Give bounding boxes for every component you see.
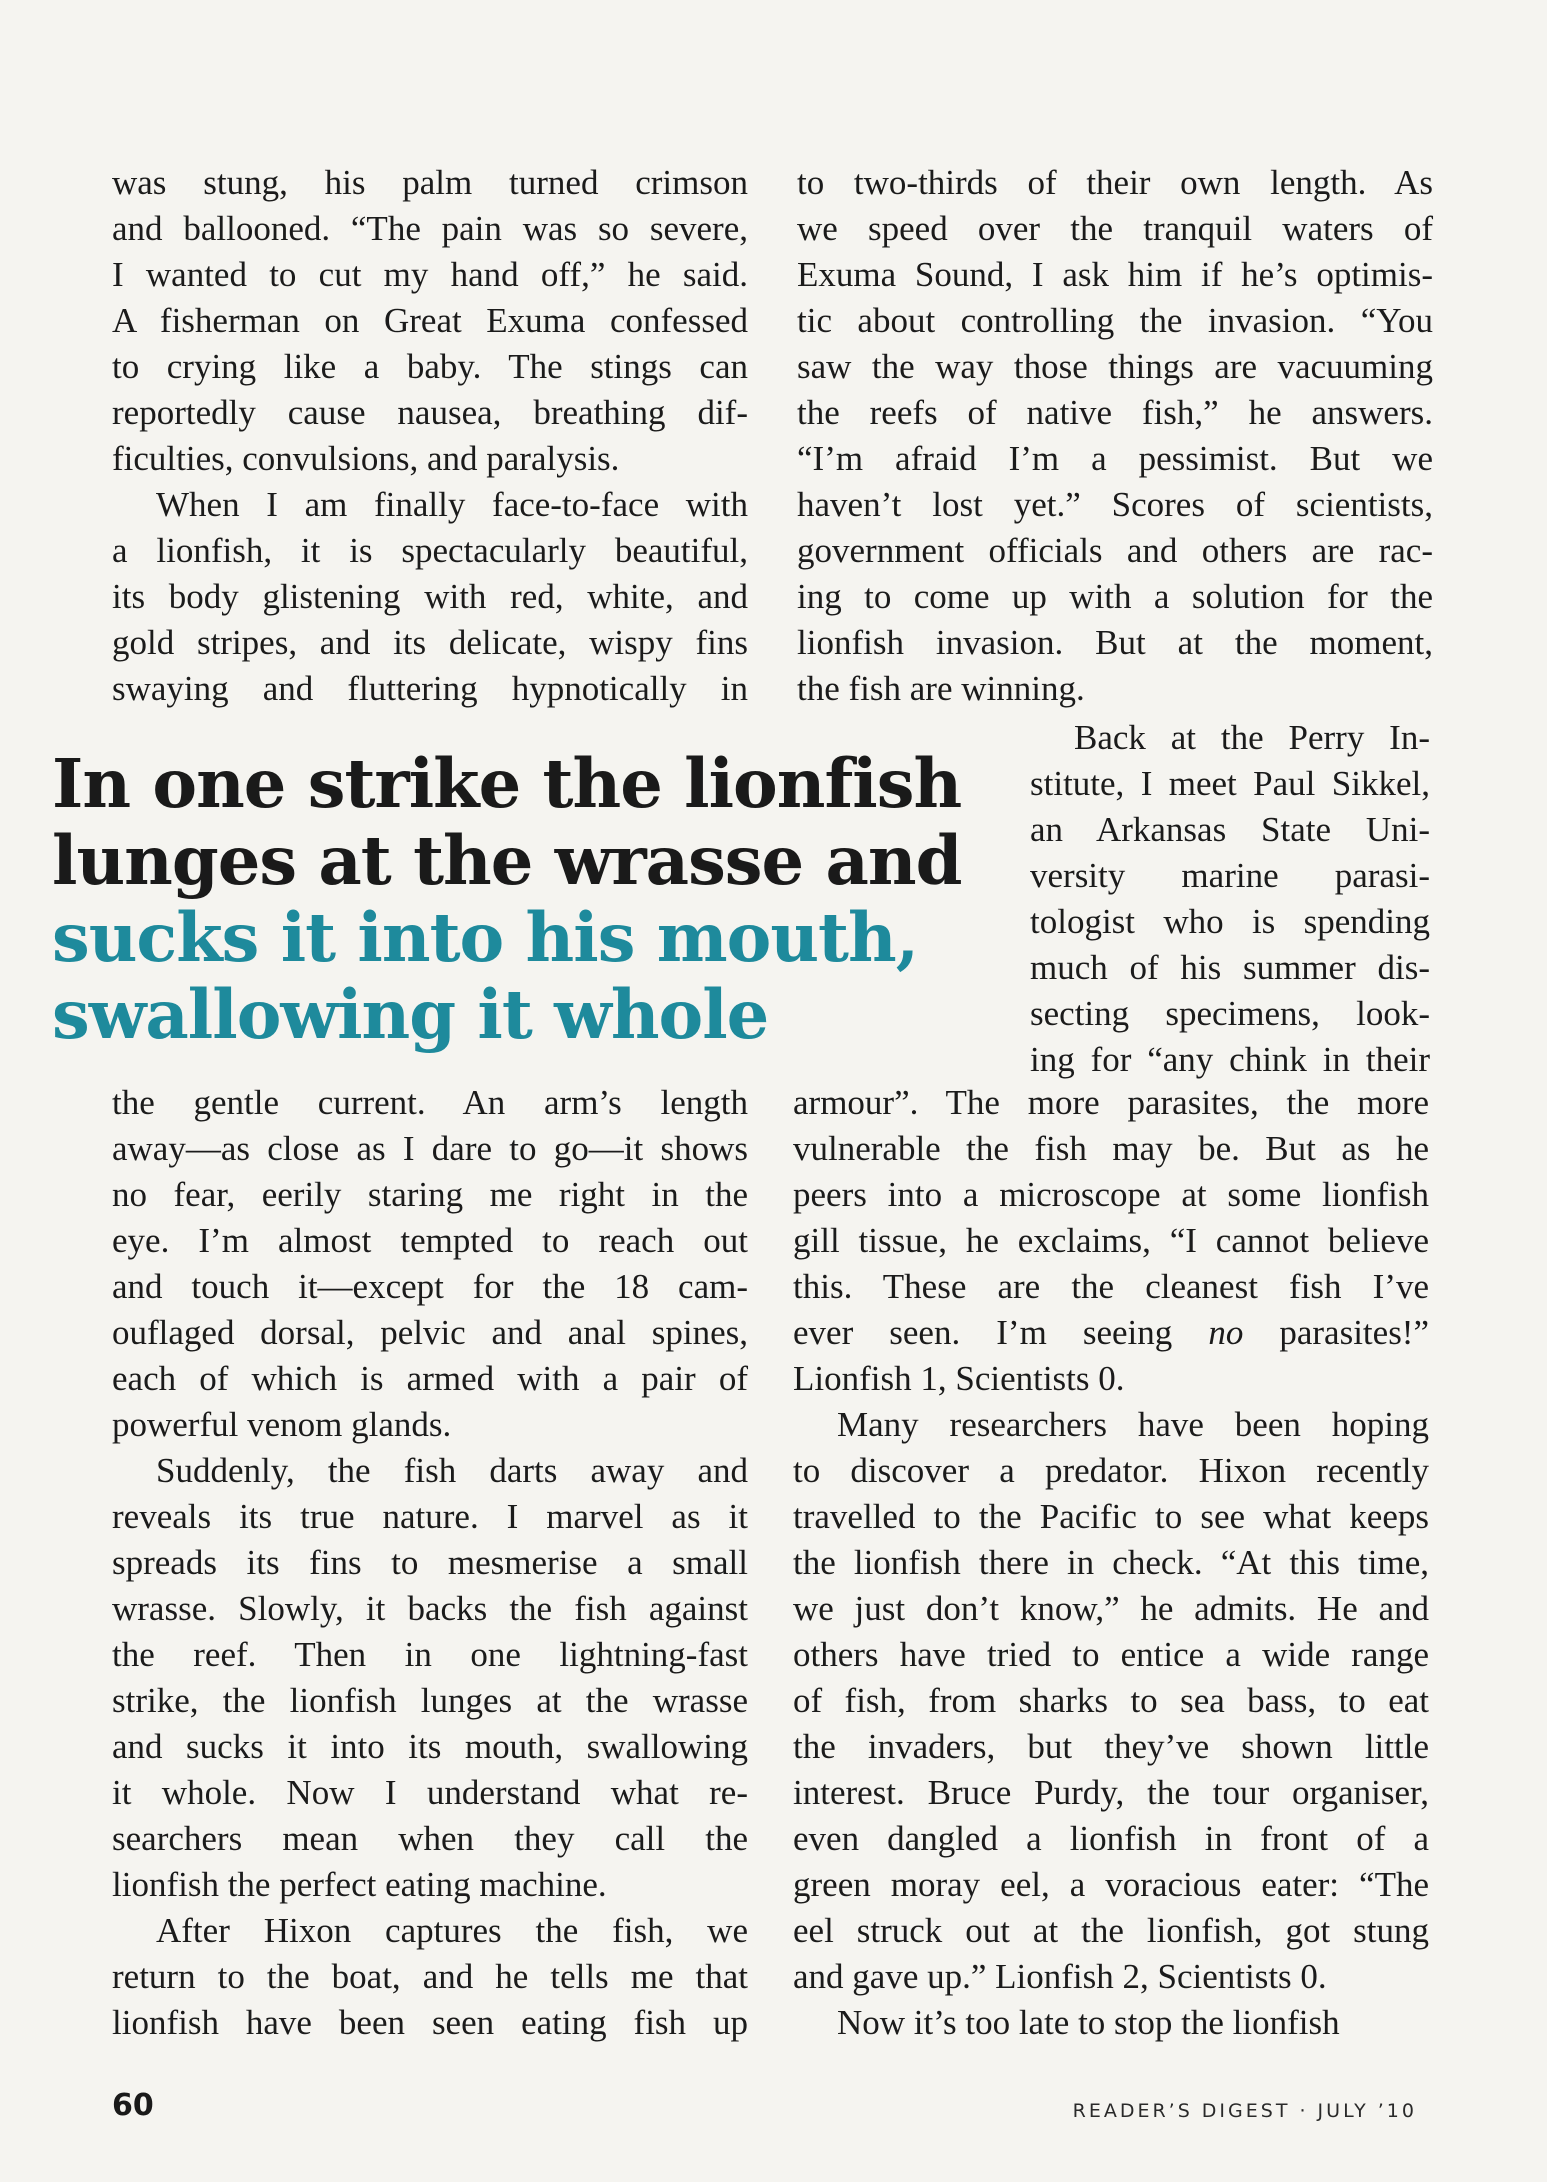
text-line: stitute, I meet Paul Sikkel, <box>1030 764 1430 803</box>
text-line: versity marine parasi- <box>1030 856 1430 895</box>
text-line: and sucks it into its mouth, swallowing <box>112 1727 748 1766</box>
text-line: no fear, eerily staring me right in the <box>112 1175 748 1214</box>
text-line: return to the boat, and he tells me that <box>112 1957 748 1996</box>
text-line: a lionfish, it is spectacularly beautiful, <box>112 531 748 570</box>
text-line: searchers mean when they call the <box>112 1819 748 1858</box>
text-line: strike, the lionfish lunges at the wrasse <box>112 1681 748 1720</box>
text-line: even dangled a lionfish in front of a <box>793 1819 1429 1858</box>
pull-quote <box>52 745 1012 1053</box>
text-line: this. These are the cleanest fish I’ve <box>793 1267 1429 1306</box>
text-line: tologist who is spending <box>1030 902 1430 941</box>
text-line: to discover a predator. Hixon recently <box>793 1451 1429 1490</box>
text-line: the fish are winning. <box>797 669 1085 708</box>
text-line: eye. I’m almost tempted to reach out <box>112 1221 748 1260</box>
text-line: we just don’t know,” he admits. He and <box>793 1589 1429 1628</box>
text-line: haven’t lost yet.” Scores of scientists, <box>797 485 1433 524</box>
text-line: Now it’s too late to stop the lionfish <box>837 2003 1340 2042</box>
text-line: interest. Bruce Purdy, the tour organiser, <box>793 1773 1429 1812</box>
text-line: and gave up.” Lionfish 2, Scientists 0. <box>793 1957 1327 1996</box>
pull-quote-line: In one strike the lionfish <box>52 744 962 823</box>
text-line: A fisherman on Great Exuma confessed <box>112 301 748 340</box>
text-line: reveals its true nature. I marvel as it <box>112 1497 748 1536</box>
text-line: saw the way those things are vacuuming <box>797 347 1433 386</box>
text-line: away—as close as I dare to go—it shows <box>112 1129 748 1168</box>
text-line: much of his summer dis- <box>1030 948 1430 987</box>
text-line: Suddenly, the fish darts away and <box>156 1451 748 1490</box>
text-line: vulnerable the fish may be. But as he <box>793 1129 1429 1168</box>
text-line: When I am finally face-to-face with <box>156 485 748 524</box>
text-line: the lionfish there in check. “At this time, <box>793 1543 1429 1582</box>
text-line: the reefs of native fish,” he answers. <box>797 393 1433 432</box>
text-line: and ballooned. “The pain was so severe, <box>112 209 748 248</box>
running-footer: READER’S DIGEST · JULY ’10 <box>1072 2100 1417 2122</box>
text-line: ing for “any chink in their <box>1030 1040 1430 1079</box>
text-line: the reef. Then in one lightning-fast <box>112 1635 748 1674</box>
text-line: lionfish invasion. But at the moment, <box>797 623 1433 662</box>
text-line: powerful venom glands. <box>112 1405 452 1444</box>
text-line: gill tissue, he exclaims, “I cannot believe <box>793 1221 1429 1260</box>
text-line: its body glistening with red, white, and <box>112 577 748 616</box>
text-line: After Hixon captures the fish, we <box>156 1911 748 1950</box>
text-line: Lionfish 1, Scientists 0. <box>793 1359 1125 1398</box>
text-line: secting specimens, look- <box>1030 994 1430 1033</box>
text-line: armour”. The more parasites, the more <box>793 1083 1429 1122</box>
text-line: tic about controlling the invasion. “You <box>797 301 1433 340</box>
text-line: we speed over the tranquil waters of <box>797 209 1433 248</box>
text-line: travelled to the Pacific to see what keeps <box>793 1497 1429 1536</box>
text-line: reportedly cause nausea, breathing dif- <box>112 393 748 432</box>
article-column-right-wrap <box>1030 715 1430 1083</box>
emphasis-text: no <box>1208 1313 1244 1352</box>
pull-quote-line-highlight: sucks it into his mouth, <box>52 898 919 977</box>
page-number: 60 <box>112 2088 154 2123</box>
text-line: Exuma Sound, I ask him if he’s optimis- <box>797 255 1433 294</box>
pull-quote-line-highlight: swallowing it whole <box>52 975 769 1054</box>
text-line: lionfish have been seen eating fish up <box>112 2003 748 2042</box>
text-line: ficulties, convulsions, and paralysis. <box>112 439 620 478</box>
text-line: to crying like a baby. The stings can <box>112 347 748 386</box>
text-line: spreads its fins to mesmerise a small <box>112 1543 748 1582</box>
text-line: I wanted to cut my hand off,” he said. <box>112 255 748 294</box>
article-column-left-bottom <box>112 1080 748 2046</box>
text-line: ing to come up with a solution for the <box>797 577 1433 616</box>
text-line: Back at the Perry In- <box>1074 718 1430 757</box>
text-line: an Arkansas State Uni- <box>1030 810 1430 849</box>
text-line: peers into a microscope at some lionfish <box>793 1175 1429 1214</box>
text-line <box>793 1310 1429 1356</box>
text-line: and touch it—except for the 18 cam- <box>112 1267 748 1306</box>
text-line: the gentle current. An arm’s length <box>112 1083 748 1122</box>
text-line: each of which is armed with a pair of <box>112 1359 748 1398</box>
text-line: of fish, from sharks to sea bass, to eat <box>793 1681 1429 1720</box>
text-segment: ever seen. I’m seeing <box>793 1313 1209 1352</box>
text-line: others have tried to entice a wide range <box>793 1635 1429 1674</box>
text-line: swaying and fluttering hypnotically in <box>112 669 748 708</box>
text-line: to two-thirds of their own length. As <box>797 163 1433 202</box>
text-line: the invaders, but they’ve shown little <box>793 1727 1429 1766</box>
text-line: was stung, his palm turned crimson <box>112 163 748 202</box>
text-line: wrasse. Slowly, it backs the fish against <box>112 1589 748 1628</box>
text-line: government officials and others are rac- <box>797 531 1433 570</box>
article-column-left-top <box>112 160 748 712</box>
text-line: lionfish the perfect eating machine. <box>112 1865 607 1904</box>
article-column-right-top <box>797 160 1433 712</box>
text-line: Many researchers have been hoping <box>837 1405 1429 1444</box>
text-line: eel struck out at the lionfish, got stung <box>793 1911 1429 1950</box>
text-line: ouflaged dorsal, pelvic and anal spines, <box>112 1313 748 1352</box>
article-column-right-bottom <box>793 1080 1429 2046</box>
pull-quote-line: lunges at the wrasse and <box>52 821 962 900</box>
text-line: “I’m afraid I’m a pessimist. But we <box>797 439 1433 478</box>
text-line: gold stripes, and its delicate, wispy fins <box>112 623 748 662</box>
text-line: green moray eel, a voracious eater: “The <box>793 1865 1429 1904</box>
text-segment: parasites!” <box>1243 1313 1429 1352</box>
text-line: it whole. Now I understand what re- <box>112 1773 748 1812</box>
